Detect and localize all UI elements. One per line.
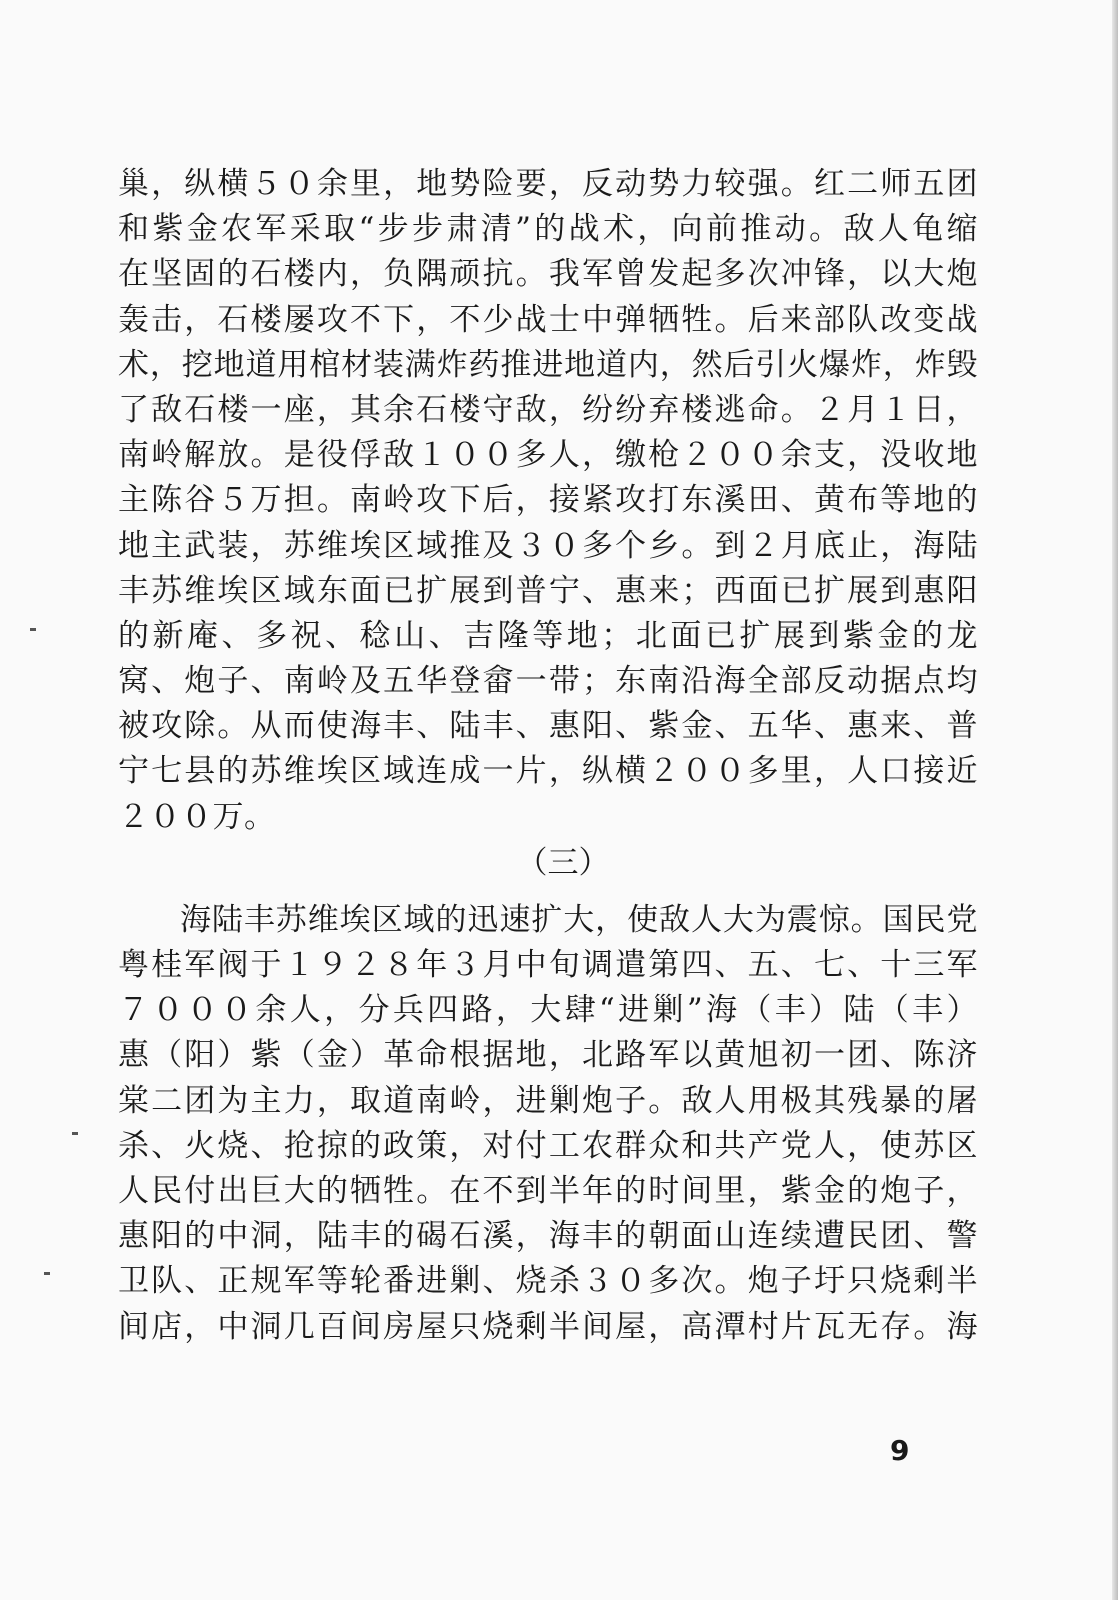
scan-speck	[30, 628, 36, 631]
text-line: 被攻除。从而使海丰、陆丰、惠阳、紫金、五华、惠来、普	[118, 708, 978, 745]
text-line: 术，挖地道用棺材装满炸药推进地道内，然后引火爆炸，炸毁	[118, 346, 978, 383]
text-line: 粤桂军阀于１９２８年３月中旬调遣第四、五、七、十三军	[118, 947, 978, 983]
text-line: ２００万。	[118, 798, 276, 835]
text-line: 惠（阳）紫（金）革命根据地，北路军以黄旭初一团、陈济	[118, 1037, 978, 1074]
body-text	[118, 162, 978, 1350]
text-line: 地主武装，苏维埃区域推及３０多个乡。到２月底止，海陆	[118, 527, 978, 564]
text-line: 了敌石楼一座，其余石楼守敌，纷纷弃楼逃命。２月１日，	[118, 391, 978, 428]
page-number: 9	[890, 1434, 910, 1467]
text-line: ７０００余人，分兵四路，大肆“进剿”海（丰）陆（丰）	[118, 992, 978, 1029]
text-line: 轰击，石楼屡攻不下，不少战士中弹牺牲。后来部队改变战	[118, 301, 978, 338]
paragraph-2	[118, 898, 978, 1350]
text-line: 棠二团为主力，取道南岭，进剿炮子。敌人用极其残暴的屠	[118, 1082, 978, 1119]
text-line: 丰苏维埃区域东面已扩展到普宁、惠来；西面已扩展到惠阳	[118, 572, 978, 609]
text-line: 海陆丰苏维埃区域的迅速扩大，使敌人大为震惊。国民党	[180, 901, 978, 938]
paragraph-1	[118, 162, 978, 840]
text-line: 和紫金农军采取“步步肃清”的战术，向前推动。敌人龟缩	[118, 211, 978, 248]
text-line: 的新庵、多祝、稔山、吉隆等地；北面已扩展到紫金的龙	[118, 617, 978, 654]
text-line: 窝、炮子、南岭及五华登畲一带；东南沿海全部反动据点均	[118, 663, 978, 700]
scan-speck	[72, 1132, 78, 1135]
scan-edge	[1112, 0, 1118, 1600]
text-line: 主陈谷５万担。南岭攻下后，接紧攻打东溪田、黄布等地的	[118, 482, 978, 519]
text-line: 宁七县的苏维埃区域连成一片，纵横２００多里，人口接近	[118, 753, 978, 790]
text-line: 南岭解放。是役俘敌１００多人，缴枪２００余支，没收地	[118, 437, 978, 474]
text-line: 间店，中洞几百间房屋只烧剩半间屋，高潭村片瓦无存。海	[118, 1308, 978, 1345]
text-line: 在坚固的石楼内，负隅顽抗。我军曾发起多次冲锋，以大炮	[118, 256, 978, 293]
section-heading: （三）	[516, 844, 610, 881]
text-line: 人民付出巨大的牺牲。在不到半年的时间里，紫金的炮子，	[118, 1172, 978, 1209]
scan-speck	[44, 1272, 50, 1275]
text-line: 卫队、正规军等轮番进剿、烧杀３０多次。炮子圩只烧剩半	[118, 1263, 978, 1300]
text-line: 杀、火烧、抢掠的政策，对付工农群众和共产党人，使苏区	[118, 1127, 978, 1164]
text-line: 惠阳的中洞，陆丰的碣石溪，海丰的朝面山连续遭民团、警	[118, 1218, 978, 1255]
text-line: 巢，纵横５０余里，地势险要，反动势力较强。红二师五团	[118, 166, 978, 202]
